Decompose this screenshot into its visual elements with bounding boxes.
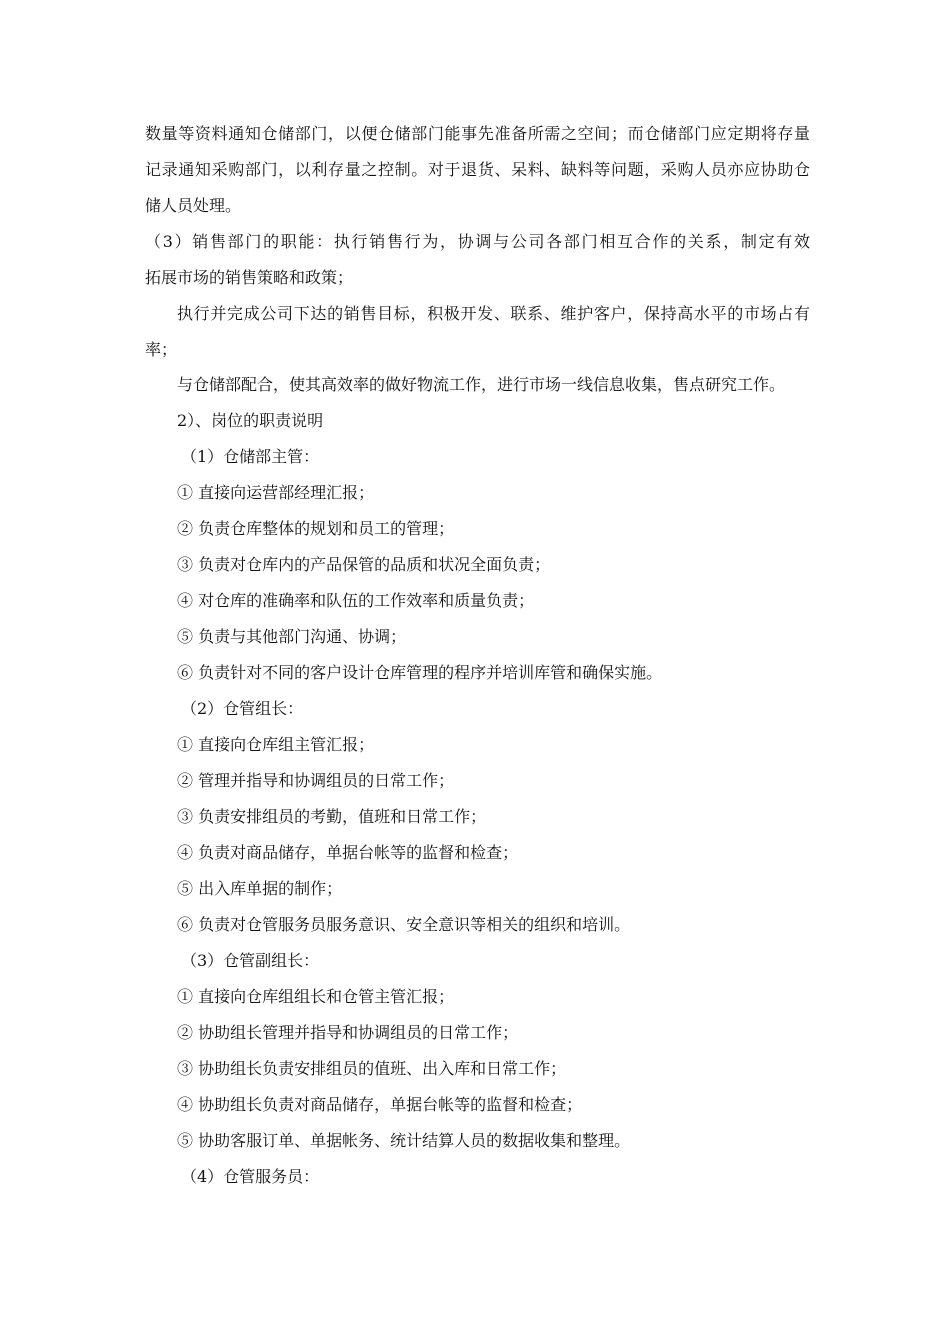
intro-line-2: 记录通知采购部门，以利存量之控制。对于退货、呆料、缺料等问题，采购人员亦应协助仓 [145, 160, 810, 179]
role-item: ① 直接向仓库组主管汇报； [177, 735, 375, 754]
role-item: ① 直接向仓库组组长和仓管主管汇报； [177, 987, 455, 1006]
role-item: ② 协助组长管理并指导和协调组员的日常工作； [177, 1023, 519, 1042]
role-item: ③ 负责对仓库内的产品保管的品质和状况全面负责； [177, 555, 551, 574]
section-title: 2）、岗位的职责说明 [177, 411, 324, 430]
role-item: ③ 协助组长负责安排组员的值班、出入库和日常工作； [177, 1059, 567, 1078]
role-item: ⑤ 负责与其他部门沟通、协调； [177, 627, 407, 646]
role-item: ② 管理并指导和协调组员的日常工作； [177, 771, 455, 790]
intro-line-3: 储人员处理。 [145, 196, 242, 215]
role-item: ④ 协助组长负责对商品储存，单据台帐等的监督和检查； [177, 1095, 583, 1114]
role-item: ① 直接向运营部经理汇报； [177, 483, 375, 502]
role-item: ⑥ 负责对仓管服务员服务意识、安全意识等相关的组织和培训。 [177, 915, 631, 934]
sales-dept-line-2: 拓展市场的销售策略和政策； [145, 268, 354, 287]
role-item: ② 负责仓库整体的规划和员工的管理； [177, 519, 455, 538]
intro-line-1: 数量等资料通知仓储部门，以便仓储部门能事先准备所需之空间；而仓储部门应定期将存量 [145, 124, 810, 143]
role-title: （3）仓管副组长： [181, 951, 320, 970]
role-item: ⑤ 出入库单据的制作； [177, 879, 343, 898]
role-item: ⑥ 负责针对不同的客户设计仓库管理的程序并培训库管和确保实施。 [177, 663, 663, 682]
coop-line: 与仓储部配合，使其高效率的做好物流工作，进行市场一线信息收集，售点研究工作。 [177, 375, 786, 394]
role-title: （4）仓管服务员： [181, 1167, 320, 1186]
sales-target-line-2: 率； [145, 340, 178, 359]
role-title: （2）仓管组长： [181, 699, 304, 718]
role-item: ③ 负责安排组员的考勤，值班和日常工作； [177, 807, 487, 826]
role-item: ④ 负责对商品储存，单据台帐等的监督和检查； [177, 843, 519, 862]
sales-target-line-1: 执行并完成公司下达的销售目标，积极开发、联系、维护客户，保持高水平的市场占有 [177, 304, 810, 323]
role-title: （1）仓储部主管： [181, 447, 320, 466]
sales-dept-line-1: （3）销售部门的职能：执行销售行为，协调与公司各部门相互合作的关系，制定有效 [145, 232, 810, 251]
role-item: ④ 对仓库的准确率和队伍的工作效率和质量负责； [177, 591, 535, 610]
role-item: ⑤ 协助客服订单、单据帐务、统计结算人员的数据收集和整理。 [177, 1131, 631, 1150]
